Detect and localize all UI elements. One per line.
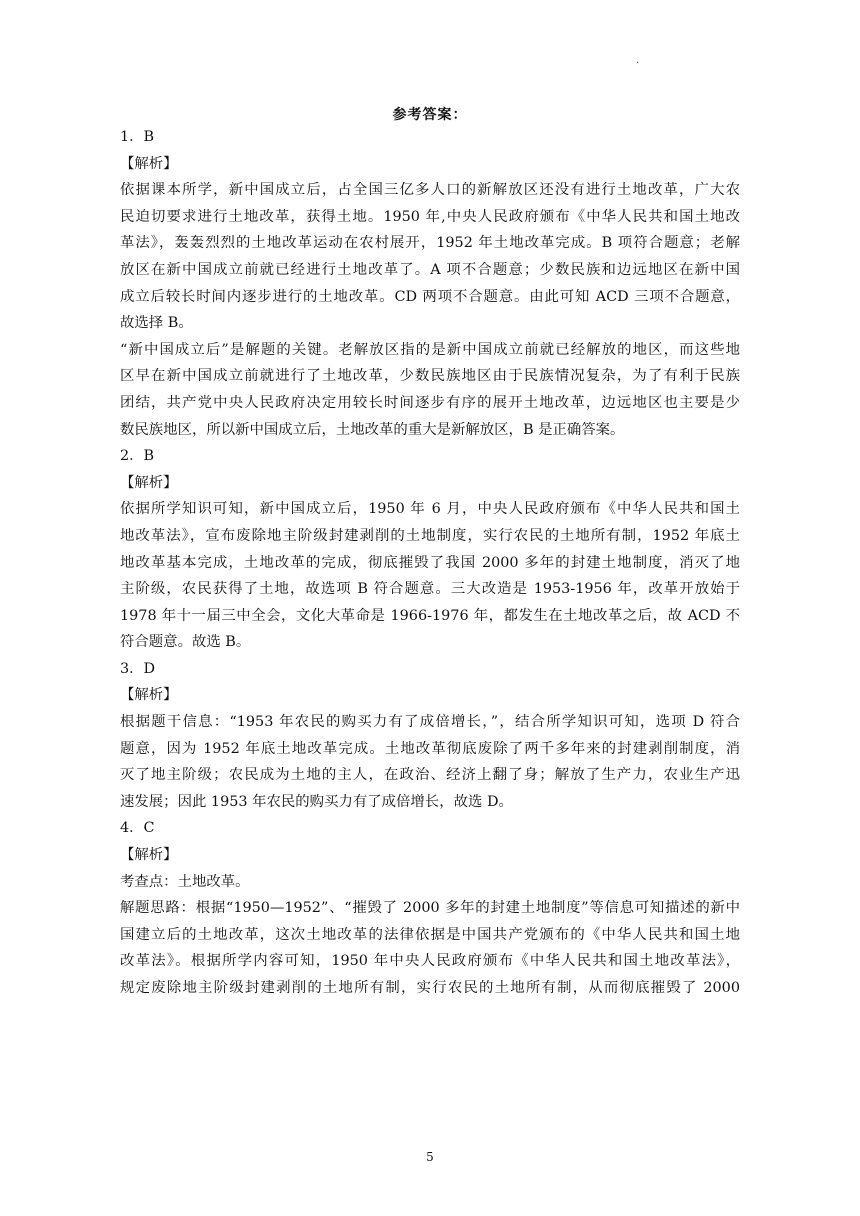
text-line: 团结，共产党中央人民政府决定用较长时间逐步有序的展开土地改革，边远地区也主要是少 — [120, 394, 740, 411]
analysis-heading: 【解析】 — [120, 474, 178, 491]
text-line: 改革法》。根据所学内容可知，1950 年中央人民政府颁布《中华人民共和国土地改革法》， — [120, 953, 740, 970]
text-line: 规定废除地主阶级封建剥削的土地所有制，实行农民的土地所有制，从而彻底摧毁了 2000 — [120, 980, 740, 996]
text-line: 成立后较长时间内逐步进行的土地改革。CD 两项不合题意。由此可知 ACD 三项不合题意， — [120, 288, 740, 305]
page-number: 5 — [426, 1150, 434, 1164]
text-line: 数民族地区，所以新中国成立后，土地改革的重大是新解放区，B 是正确答案。 — [120, 421, 625, 438]
question-number: 2．B — [120, 448, 155, 465]
header-dot: · — [636, 58, 640, 69]
text-line: “新中国成立后”是解题的关键。老解放区指的是新中国成立前就已经解放的地区，而这些地 — [120, 341, 740, 358]
analysis-heading: 【解析】 — [120, 687, 178, 704]
text-line: 速发展；因此 1953 年农民的购买力有了成倍增长，故选 D。 — [120, 793, 513, 810]
analysis-heading: 【解析】 — [120, 155, 178, 172]
answer-content — [120, 124, 740, 1002]
text-line: 考查点：土地改革。 — [120, 873, 250, 890]
text-line: 依据所学知识可知，新中国成立后，1950 年 6 月，中央人民政府颁布《中华人民共和国土 — [120, 501, 740, 518]
analysis-heading: 【解析】 — [120, 847, 178, 864]
text-line: 放区在新中国成立前就已经进行土地改革了。A 项不合题意；少数民族和边远地区在新中国 — [120, 261, 740, 278]
text-line: 主阶级，农民获得了土地，故选项 B 符合题意。三大改造是 1953-1956 年，改革开放始于 — [120, 581, 740, 598]
text-line: 符合题意。故选 B。 — [120, 634, 251, 651]
text-line: 故选择 B。 — [120, 315, 193, 332]
text-line: 地改革基本完成，土地改革的完成，彻底摧毁了我国 2000 多年的封建土地制度，消灭了地 — [120, 554, 740, 571]
text-line: 民迫切要求进行土地改革，获得土地。1950 年,中央人民政府颁布《中华人民共和国土地改 — [120, 208, 740, 225]
text-line: 地改革法》，宣布废除地主阶级封建剥削的土地制度，实行农民的土地所有制，1952 年底土 — [120, 527, 740, 544]
page-title: 参考答案： — [392, 107, 468, 123]
question-number: 1．B — [120, 129, 155, 145]
text-line: 依据课本所学，新中国成立后，占全国三亿多人口的新解放区还没有进行土地改革，广大农 — [120, 182, 740, 199]
text-line: 灭了地主阶级；农民成为土地的主人，在政治、经济上翻了身；解放了生产力，农业生产迅 — [120, 767, 740, 784]
text-line: 1978 年十一届三中全会，文化大革命是 1966-1976 年，都发生在土地改革之后，故 ACD 不 — [120, 607, 740, 624]
text-line: 根据题干信息：“1953 年农民的购买力有了成倍增长，”，结合所学知识可知，选项 D 符合 — [120, 714, 740, 731]
text-line: 区早在新中国成立前就进行了土地改革，少数民族地区由于民族情况复杂，为了有利于民族 — [120, 368, 740, 385]
question-number: 4．C — [120, 820, 155, 837]
text-line: 革法》，轰轰烈烈的土地改革运动在农村展开，1952 年土地改革完成。B 项符合题意；老解 — [120, 235, 740, 252]
question-number: 3．D — [120, 660, 156, 677]
text-line: 国建立后的土地改革，这次土地改革的法律依据是中国共产党颁布的《中华人民共和国土地 — [120, 926, 740, 943]
text-line: 题意，因为 1952 年底土地改革完成。土地改革彻底废除了两千多年来的封建剥削制度，消 — [120, 740, 740, 757]
text-line: 解题思路：根据“1950—1952”、“摧毁了 2000 多年的封建土地制度”等信息可知描述的新中 — [120, 900, 740, 917]
